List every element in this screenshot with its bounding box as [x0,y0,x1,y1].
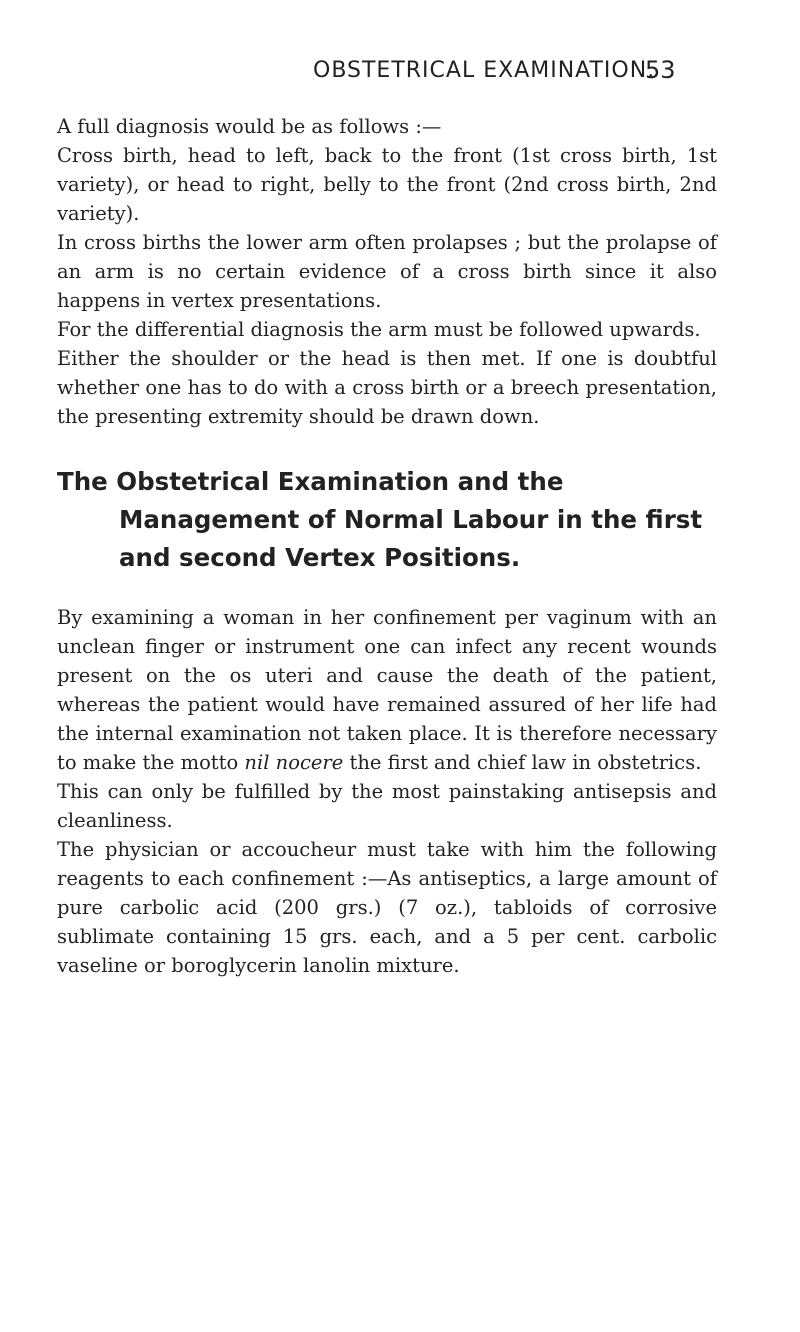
paragraph-text: the first and chief law in obstetrics. [343,751,702,774]
running-head [0,58,800,98]
page-number: 53 [645,56,676,84]
motto-italic: nil nocere [244,751,344,774]
running-title: OBSTETRICAL EXAMINATION. [313,58,656,83]
paragraph-text: By examining a woman in her confinement per vaginum with an unclean finger or instrument one can infect any recent wounds present on the os uteri and cause the death of the patient, whereas the patient would have remained assured of her life had the internal examination not taken place. It is therefore necessary to make the motto [57,606,717,774]
section-heading: The Obstetrical Examination and the Management of Normal Labour in the first and second Vertex Positions. [57,467,703,572]
body-text [57,112,717,980]
paragraph: In cross births the lower arm often prolapses ; but the prolapse of an arm is no certain evidence of a cross birth since it also happens in vertex presentations. [57,231,717,312]
paragraph: A full diagnosis would be as follows :— [57,115,442,138]
paragraph [57,603,717,777]
paragraph: This can only be fulfilled by the most painstaking antisepsis and cleanliness. [57,780,717,832]
paragraph: Cross birth, head to left, back to the front (1st cross birth, 1st variety), or head to right, belly to the front (2nd cross birth, 2nd variety). [57,144,717,225]
paragraph: The physician or accoucheur must take with him the following reagents to each confinement :—As antiseptics, a large amount of pure carbolic acid (200 grs.) (7 oz.), tabloids of corrosive sublimate containing 15 grs. each, and a 5 per cent. carbolic vaseline or boroglycerin lanolin mixture. [57,838,717,977]
paragraph: For the differential diagnosis the arm must be followed upwards. [57,318,701,341]
paragraph: Either the shoulder or the head is then met. If one is doubtful whether one has to do with a cross birth or a breech presentation, the presenting extremity should be drawn down. [57,347,717,428]
